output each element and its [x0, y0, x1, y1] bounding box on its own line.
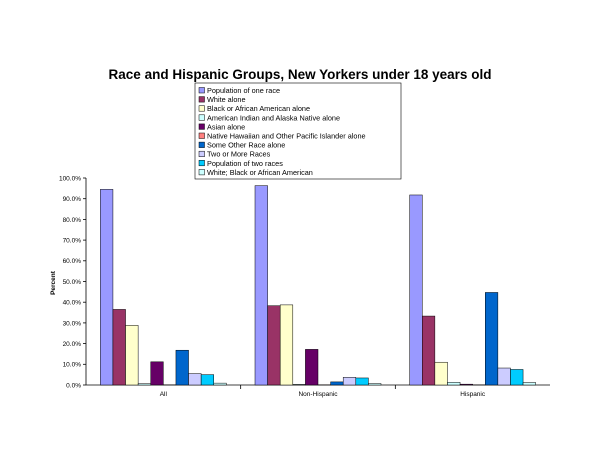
bars: [100, 186, 535, 385]
bar: [422, 316, 435, 385]
bar: [510, 369, 523, 385]
legend-entry-label: Population of one race: [207, 86, 280, 95]
bar: [343, 377, 356, 385]
legend-entry-label: Native Hawaiian and Other Pacific Islander alone: [207, 132, 366, 141]
legend-entry-label: Two or More Races: [207, 150, 271, 159]
legend-entry-label: White; Black or African American: [207, 168, 313, 177]
bar: [151, 362, 164, 385]
bar: [368, 384, 381, 385]
bar: [460, 384, 473, 385]
bar: [268, 306, 281, 385]
bar: [280, 305, 293, 385]
bar: [255, 186, 268, 385]
y-tick-label: 90.0%: [63, 196, 82, 203]
legend-swatch: [199, 142, 205, 148]
y-tick-label: 80.0%: [63, 217, 82, 224]
legend-swatch: [199, 115, 205, 121]
bar: [435, 362, 448, 385]
bar: [331, 382, 344, 385]
bar: [201, 375, 214, 385]
y-tick-label: 20.0%: [63, 341, 82, 348]
bar: [113, 309, 126, 385]
bar: [176, 350, 189, 385]
bar: [305, 349, 318, 385]
legend-entry-label: Population of two races: [207, 159, 283, 168]
y-axis-label: Percent: [50, 270, 57, 295]
bar: [523, 383, 536, 385]
y-tick-label: 40.0%: [63, 300, 82, 307]
legend-swatch: [199, 133, 205, 139]
legend-swatch: [199, 151, 205, 157]
y-tick-label: 50.0%: [63, 279, 82, 286]
legend-swatch: [199, 169, 205, 175]
legend-swatch: [199, 160, 205, 166]
chart-title: Race and Hispanic Groups, New Yorkers under 18 years old: [109, 67, 492, 82]
bar: [356, 378, 369, 385]
legend-swatch: [199, 106, 205, 112]
y-tick-label: 30.0%: [63, 320, 82, 327]
bar: [293, 384, 306, 385]
legend-entry-label: Some Other Race alone: [207, 141, 285, 150]
x-category-label: All: [160, 391, 168, 398]
legend-swatch: [199, 88, 205, 94]
bar: [126, 325, 139, 385]
bar: [138, 384, 151, 385]
y-tick-label: 0.0%: [66, 382, 81, 389]
legend-entry-label: American Indian and Alaska Native alone: [207, 113, 340, 122]
bar: [410, 195, 423, 385]
y-tick-label: 10.0%: [63, 362, 82, 369]
bar: [214, 383, 227, 385]
legend-entry-label: Asian alone: [207, 122, 245, 131]
legend-swatch: [199, 124, 205, 129]
bar: [189, 374, 202, 385]
bar: [498, 368, 511, 385]
legend-swatch: [199, 97, 205, 103]
legend-entry-label: White alone: [207, 95, 246, 104]
legend: [195, 83, 401, 179]
y-tick-label: 60.0%: [63, 258, 82, 265]
bar: [447, 382, 460, 385]
bar: [100, 189, 113, 385]
x-category-label: Hispanic: [460, 391, 486, 398]
y-tick-label: 100.0%: [59, 175, 81, 182]
y-tick-label: 70.0%: [63, 238, 82, 245]
legend-entry-label: Black or African American alone: [207, 104, 310, 113]
x-category-label: Non-Hispanic: [298, 391, 338, 398]
bar: [485, 292, 498, 385]
